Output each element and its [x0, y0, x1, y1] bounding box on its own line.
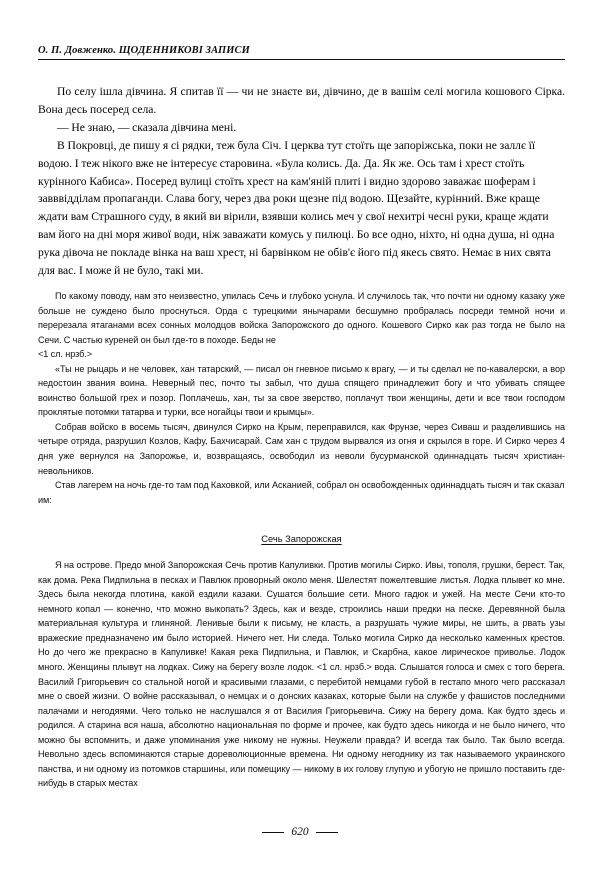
paragraph: «Ты не рыцарь и не человек, хан татарский, — писал он гневное письмо к врагу, — и ты сделал не по-кавалерски, а вор недостоин звания воина. Неверный пес, почто ты забыл, что душа спящего принадлежит богу и что убивать спящее воинство большой грех и позор. Поплачешь, хан, ты за свое зверство, поплачут твои женщины, дети и все твои господом проклятые потомки татарва и турки, все ногайцы твои и крымцы».	[38, 363, 565, 418]
paragraph: В Покровці, де пишу я сі рядки, теж була Січ. І церква тут стоїть ще запоріжська, поки не заллє її водою. І теж нікого вже не інтересує старовина. «Була колись. Да. Да. Як же. Ось там і хрест стоїть курінного Кабиса». Посеред вулиці стоїть хрест на кам'яній плиті і видно здорово заважає шоферам і завввідділам пропаганди. Слава богу, через два роки щезне під водою. Щезайте, курінний. Вже краще ждати вам Страшного суду, в який ви вірили, взявши колись меч у свої нехитрі чесні руки, краще ждати вам його на дні моря живої води, ніж заважати комусь у пилюці. Бо все одно, ніхто, ні одна душа, ні одна рука дівоча не покладе вінка на ваш хрест, ні барвінком не обів'є його під якесь свято. Немає в них свята для вас. І може й не було, такі ми.	[38, 138, 555, 278]
folio-dash-right-icon	[316, 832, 338, 833]
section-russian-part1	[38, 289, 565, 547]
page-number: 620	[291, 826, 309, 838]
paragraph: Я на острове. Предо мной Запорожская Сечь против Капуливки. Против могилы Сирко. Ивы, тополя, грушки, берест. Так, как дома. Река Пидпильна в песках и Павлюк проворный около меня. Шелестят пожелтевшие листья. Лодка плывет ко мне. Здесь была некогда плотина, какой ездили казаки. Сушатся большие сети. Много гадюк и ужей. На месте Сечи кто-то немного копал — конечно, что можно выкопать? Здесь, как и везде, строились наши предки на песке. Деревянной была материальная культура и глиняной. Ленивые были к письму, не класть, а разрушать чужие миры, не шить, а рвать узы вражеские предназначено им было историей. Ничего нет. Ни следа. Только могила Сирко да несколько каменных крестов. Но до чего же прекрасно в Капуливке! Какая река Пидпильна, и Павлюк, и Скарбна, какое лирическое приволье. Лодок много. Женщины плывут на лодках. Сижу на берегу возле лодок. <1 сл. нрзб.> вода. Слышатся голоса и смех с того берега. Василий Григорьевич со стальной ногой и красивыми глазами, с перебитой немцами губой в гестапо много чего рассказал мне о своей жизни. О войне рассказывал, о немцах и о донских казаках, которые были на службе у фашистов последними палачами и негодяями. Чего только не наслушался я от Василия Григорьевича. Сижу на берегу дома. Как будто здесь и родился. А старина вся наша, абсолютно национальная по форме и прочее, как будто здесь никогда и не было ничего, что можно бы вспомнить, и даже упоминания уже никому не нужны. Неужели правда? И всегда так было. Так было всегда. Невольно здесь вспоминаются старые дореволюционные времена. Ни одному негоднику из так называемого украинского панства, и ни одному из потомков старшины, или помещику — никому в их голову глупую и убогую не пришло поставить где-нибудь в старых местах	[38, 560, 565, 789]
section-russian-part2	[38, 558, 565, 791]
subheading-text: Сечь Запорожская	[261, 534, 342, 545]
paragraph: По какому поводу, нам это неизвестно, упилась Сечь и глубоко уснула. И случилось так, что почти ни одному казаку уже больше не суждено было проснуться. Орда с турецкими янычарами бесшумно пробралась посреди темной ночи и перерезала ятаганами всех сонных молодцов войска Запорожского до одного. Кошевого Сирко как раз тогда не было на Сечи. С частью куреней он был где-то в походе. Беды не	[38, 290, 565, 345]
section-ukrainian	[38, 83, 565, 280]
folio	[262, 826, 337, 839]
subheading	[38, 529, 565, 547]
paragraph: По селу ішла дівчина. Я спитав її — чи не знаєте ви, дівчино, де в вашім селі могила кошового Сірка. Вона десь посеред села.	[38, 85, 565, 116]
running-head-text: О. П. Довженко. ЩОДЕННИКОВІ ЗАПИСИ	[38, 45, 250, 56]
running-head	[38, 44, 565, 60]
page-footer	[0, 820, 600, 839]
text-column	[38, 83, 565, 791]
paragraph: Собрав войско в восемь тысяч, двинулся Сирко на Крым, переправился, как Фрунзе, через Сиваш и разделившись на четыре отряда, разрушил Козлов, Кафу, Бахчисарай. Сам хан с трудом вырвался из огня и скрылся в горе. И Сирко через 4 дня уже вернулся на Запорожье, и, возвращаясь, освободил из неволи бусурманской одиннадцать тысяч христиан-невольников.	[38, 421, 565, 476]
paragraph: Став лагерем на ночь где-то там под Каховкой, или Асканией, собрал он освобожденных одиннадцать тысяч и так сказал им:	[38, 480, 565, 505]
running-head-rule	[38, 59, 565, 60]
illegible-note: <1 сл. нрзб.>	[38, 349, 93, 360]
folio-dash-left-icon	[262, 832, 284, 833]
paragraph: — Не знаю, — сказала дівчина мені.	[57, 120, 237, 134]
